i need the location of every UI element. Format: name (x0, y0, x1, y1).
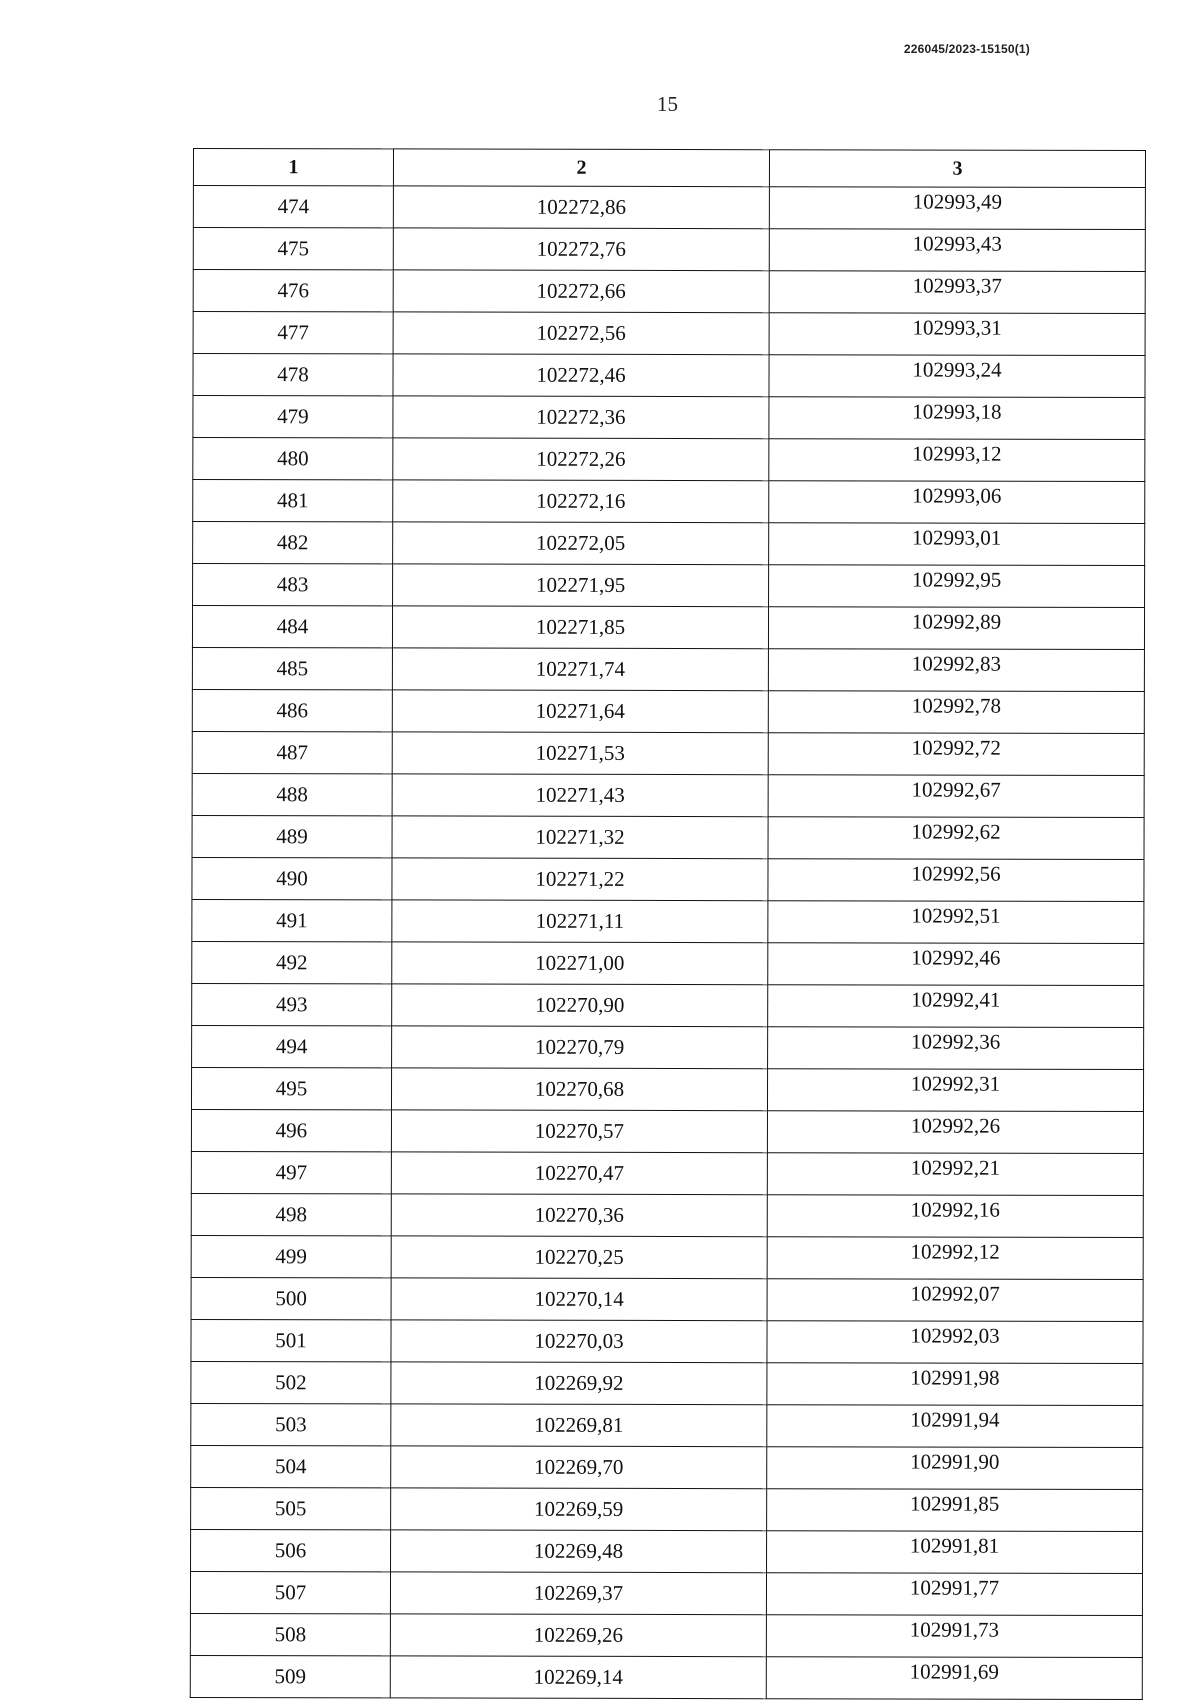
coordinate-x-cell: 102271,00 (392, 942, 768, 985)
table-row (192, 773, 1144, 817)
table-row (192, 815, 1144, 859)
coordinate-x-cell: 102272,16 (393, 480, 769, 523)
coordinate-y-cell: 102991,69 (766, 1657, 1142, 1700)
coordinate-y-cell: 102992,03 (767, 1321, 1143, 1364)
table-row (192, 689, 1144, 733)
header-row (193, 149, 1145, 188)
table-body (190, 186, 1145, 1700)
table-row (192, 1025, 1144, 1069)
table-row (191, 1403, 1143, 1447)
table-row (193, 564, 1145, 608)
coordinate-x-cell: 102272,26 (393, 438, 769, 481)
table-row (192, 731, 1144, 775)
table-row (193, 354, 1145, 398)
coordinate-x-cell: 102271,64 (392, 690, 768, 733)
point-number-cell: 509 (190, 1655, 390, 1697)
coordinate-x-cell: 102270,03 (391, 1320, 767, 1363)
coordinate-x-cell: 102269,70 (391, 1446, 767, 1489)
column-header: 2 (393, 149, 769, 187)
coordinate-y-cell: 102993,49 (769, 187, 1145, 230)
point-number-cell: 475 (193, 228, 393, 270)
point-number-cell: 505 (191, 1487, 391, 1529)
table-row (193, 186, 1145, 230)
coordinate-y-cell: 102992,07 (767, 1279, 1143, 1322)
point-number-cell: 484 (192, 606, 392, 648)
point-number-cell: 499 (191, 1235, 391, 1277)
point-number-cell: 474 (193, 186, 393, 228)
coordinate-y-cell: 102992,62 (768, 817, 1144, 860)
coordinate-x-cell: 102271,22 (392, 858, 768, 901)
coordinate-y-cell: 102991,98 (767, 1363, 1143, 1406)
coordinate-x-cell: 102271,74 (392, 648, 768, 691)
point-number-cell: 488 (192, 773, 392, 815)
coordinate-y-cell: 102993,18 (769, 397, 1145, 440)
point-number-cell: 496 (191, 1109, 391, 1151)
coordinate-y-cell: 102992,56 (768, 859, 1144, 902)
point-number-cell: 482 (193, 522, 393, 564)
coordinate-x-cell: 102271,85 (392, 606, 768, 649)
coordinate-x-cell: 102270,14 (391, 1278, 767, 1321)
coordinate-x-cell: 102272,56 (393, 312, 769, 355)
table-row (192, 899, 1144, 943)
coordinate-x-cell: 102272,05 (393, 522, 769, 565)
table-row (192, 983, 1144, 1027)
coordinate-y-cell: 102992,36 (768, 1027, 1144, 1070)
point-number-cell: 483 (193, 564, 393, 606)
coordinate-y-cell: 102992,31 (767, 1069, 1143, 1112)
coordinate-x-cell: 102269,14 (390, 1656, 766, 1699)
point-number-cell: 490 (192, 857, 392, 899)
table-row (193, 480, 1145, 524)
table-row (190, 1613, 1142, 1657)
coordinate-y-cell: 102992,21 (767, 1153, 1143, 1196)
table-row (192, 647, 1144, 691)
coordinate-x-cell: 102269,59 (391, 1488, 767, 1531)
point-number-cell: 493 (192, 983, 392, 1025)
table-row (192, 857, 1144, 901)
coordinate-x-cell: 102269,26 (390, 1614, 766, 1657)
coordinate-y-cell: 102992,46 (768, 943, 1144, 986)
coordinate-y-cell: 102991,90 (767, 1447, 1143, 1490)
coordinate-x-cell: 102272,86 (393, 186, 769, 229)
point-number-cell: 506 (191, 1529, 391, 1571)
coordinate-y-cell: 102991,85 (767, 1489, 1143, 1532)
table-row (190, 1655, 1142, 1699)
coordinate-y-cell: 102991,77 (766, 1573, 1142, 1616)
column-header: 3 (769, 150, 1145, 188)
table-row (190, 1571, 1142, 1615)
coordinate-y-cell: 102992,95 (769, 565, 1145, 608)
point-number-cell: 494 (192, 1025, 392, 1067)
coordinate-x-cell: 102272,46 (393, 354, 769, 397)
point-number-cell: 495 (191, 1067, 391, 1109)
coordinate-y-cell: 102991,94 (767, 1405, 1143, 1448)
coordinate-x-cell: 102270,57 (391, 1110, 767, 1153)
coordinate-x-cell: 102270,25 (391, 1236, 767, 1279)
point-number-cell: 492 (192, 941, 392, 983)
table-row (191, 1067, 1143, 1111)
point-number-cell: 479 (193, 396, 393, 438)
point-number-cell: 487 (192, 731, 392, 773)
coordinate-y-cell: 102993,31 (769, 313, 1145, 356)
coordinate-y-cell: 102992,72 (768, 733, 1144, 776)
table-row (193, 438, 1145, 482)
coordinate-y-cell: 102993,06 (769, 481, 1145, 524)
table-row (192, 941, 1144, 985)
table-row (191, 1529, 1143, 1573)
table-row (193, 270, 1145, 314)
point-number-cell: 481 (193, 480, 393, 522)
coordinate-y-cell: 102992,16 (767, 1195, 1143, 1238)
coordinate-y-cell: 102993,24 (769, 355, 1145, 398)
coordinate-y-cell: 102993,01 (769, 523, 1145, 566)
coordinate-x-cell: 102271,95 (393, 564, 769, 607)
coordinate-y-cell: 102992,26 (767, 1111, 1143, 1154)
coordinate-y-cell: 102992,51 (768, 901, 1144, 944)
point-number-cell: 504 (191, 1445, 391, 1487)
coordinate-x-cell: 102272,36 (393, 396, 769, 439)
coordinate-y-cell: 102991,81 (767, 1531, 1143, 1574)
point-number-cell: 508 (190, 1613, 390, 1655)
point-number-cell: 507 (190, 1571, 390, 1613)
coordinate-x-cell: 102272,66 (393, 270, 769, 313)
coordinate-x-cell: 102270,79 (392, 1026, 768, 1069)
point-number-cell: 485 (192, 647, 392, 689)
table-row (191, 1193, 1143, 1237)
point-number-cell: 489 (192, 815, 392, 857)
coordinate-x-cell: 102269,37 (390, 1572, 766, 1615)
coordinate-x-cell: 102271,53 (392, 732, 768, 775)
table-row (191, 1445, 1143, 1489)
coordinate-y-cell: 102993,37 (769, 271, 1145, 314)
table-row (191, 1361, 1143, 1405)
coordinate-x-cell: 102269,81 (391, 1404, 767, 1447)
coordinate-x-cell: 102271,11 (392, 900, 768, 943)
point-number-cell: 476 (193, 270, 393, 312)
coordinate-x-cell: 102270,47 (391, 1152, 767, 1195)
coordinate-x-cell: 102269,48 (391, 1530, 767, 1573)
point-number-cell: 480 (193, 438, 393, 480)
coordinate-x-cell: 102270,90 (392, 984, 768, 1027)
table-row (191, 1235, 1143, 1279)
coordinate-y-cell: 102991,73 (766, 1615, 1142, 1658)
point-number-cell: 477 (193, 312, 393, 354)
column-header: 1 (193, 149, 393, 186)
coordinate-y-cell: 102992,78 (768, 691, 1144, 734)
coordinate-y-cell: 102993,43 (769, 229, 1145, 272)
coordinate-y-cell: 102993,12 (769, 439, 1145, 482)
table-row (191, 1151, 1143, 1195)
coordinate-x-cell: 102271,32 (392, 816, 768, 859)
point-number-cell: 503 (191, 1403, 391, 1445)
coordinate-y-cell: 102992,41 (768, 985, 1144, 1028)
point-number-cell: 501 (191, 1319, 391, 1361)
coordinate-x-cell: 102272,76 (393, 228, 769, 271)
coordinates-table (190, 148, 1146, 1700)
point-number-cell: 486 (192, 689, 392, 731)
coordinate-x-cell: 102269,92 (391, 1362, 767, 1405)
table-row (193, 312, 1145, 356)
coordinate-x-cell: 102270,68 (391, 1068, 767, 1111)
coordinate-y-cell: 102992,12 (767, 1237, 1143, 1280)
point-number-cell: 498 (191, 1193, 391, 1235)
table-row (191, 1487, 1143, 1531)
table-row (191, 1319, 1143, 1363)
table-header (193, 149, 1145, 188)
point-number-cell: 478 (193, 354, 393, 396)
page-number: 15 (657, 92, 678, 116)
table-row (192, 606, 1144, 650)
document-id: 226045/2023-15150(1) (903, 42, 1030, 56)
table-row (191, 1277, 1143, 1321)
point-number-cell: 491 (192, 899, 392, 941)
point-number-cell: 500 (191, 1277, 391, 1319)
table-row (193, 396, 1145, 440)
table-row (193, 522, 1145, 566)
coordinate-y-cell: 102992,83 (768, 649, 1144, 692)
coordinate-y-cell: 102992,89 (768, 607, 1144, 650)
table-row (193, 228, 1145, 272)
coordinate-y-cell: 102992,67 (768, 775, 1144, 818)
point-number-cell: 502 (191, 1361, 391, 1403)
coordinate-x-cell: 102271,43 (392, 774, 768, 817)
table-row (191, 1109, 1143, 1153)
coordinate-x-cell: 102270,36 (391, 1194, 767, 1237)
point-number-cell: 497 (191, 1151, 391, 1193)
